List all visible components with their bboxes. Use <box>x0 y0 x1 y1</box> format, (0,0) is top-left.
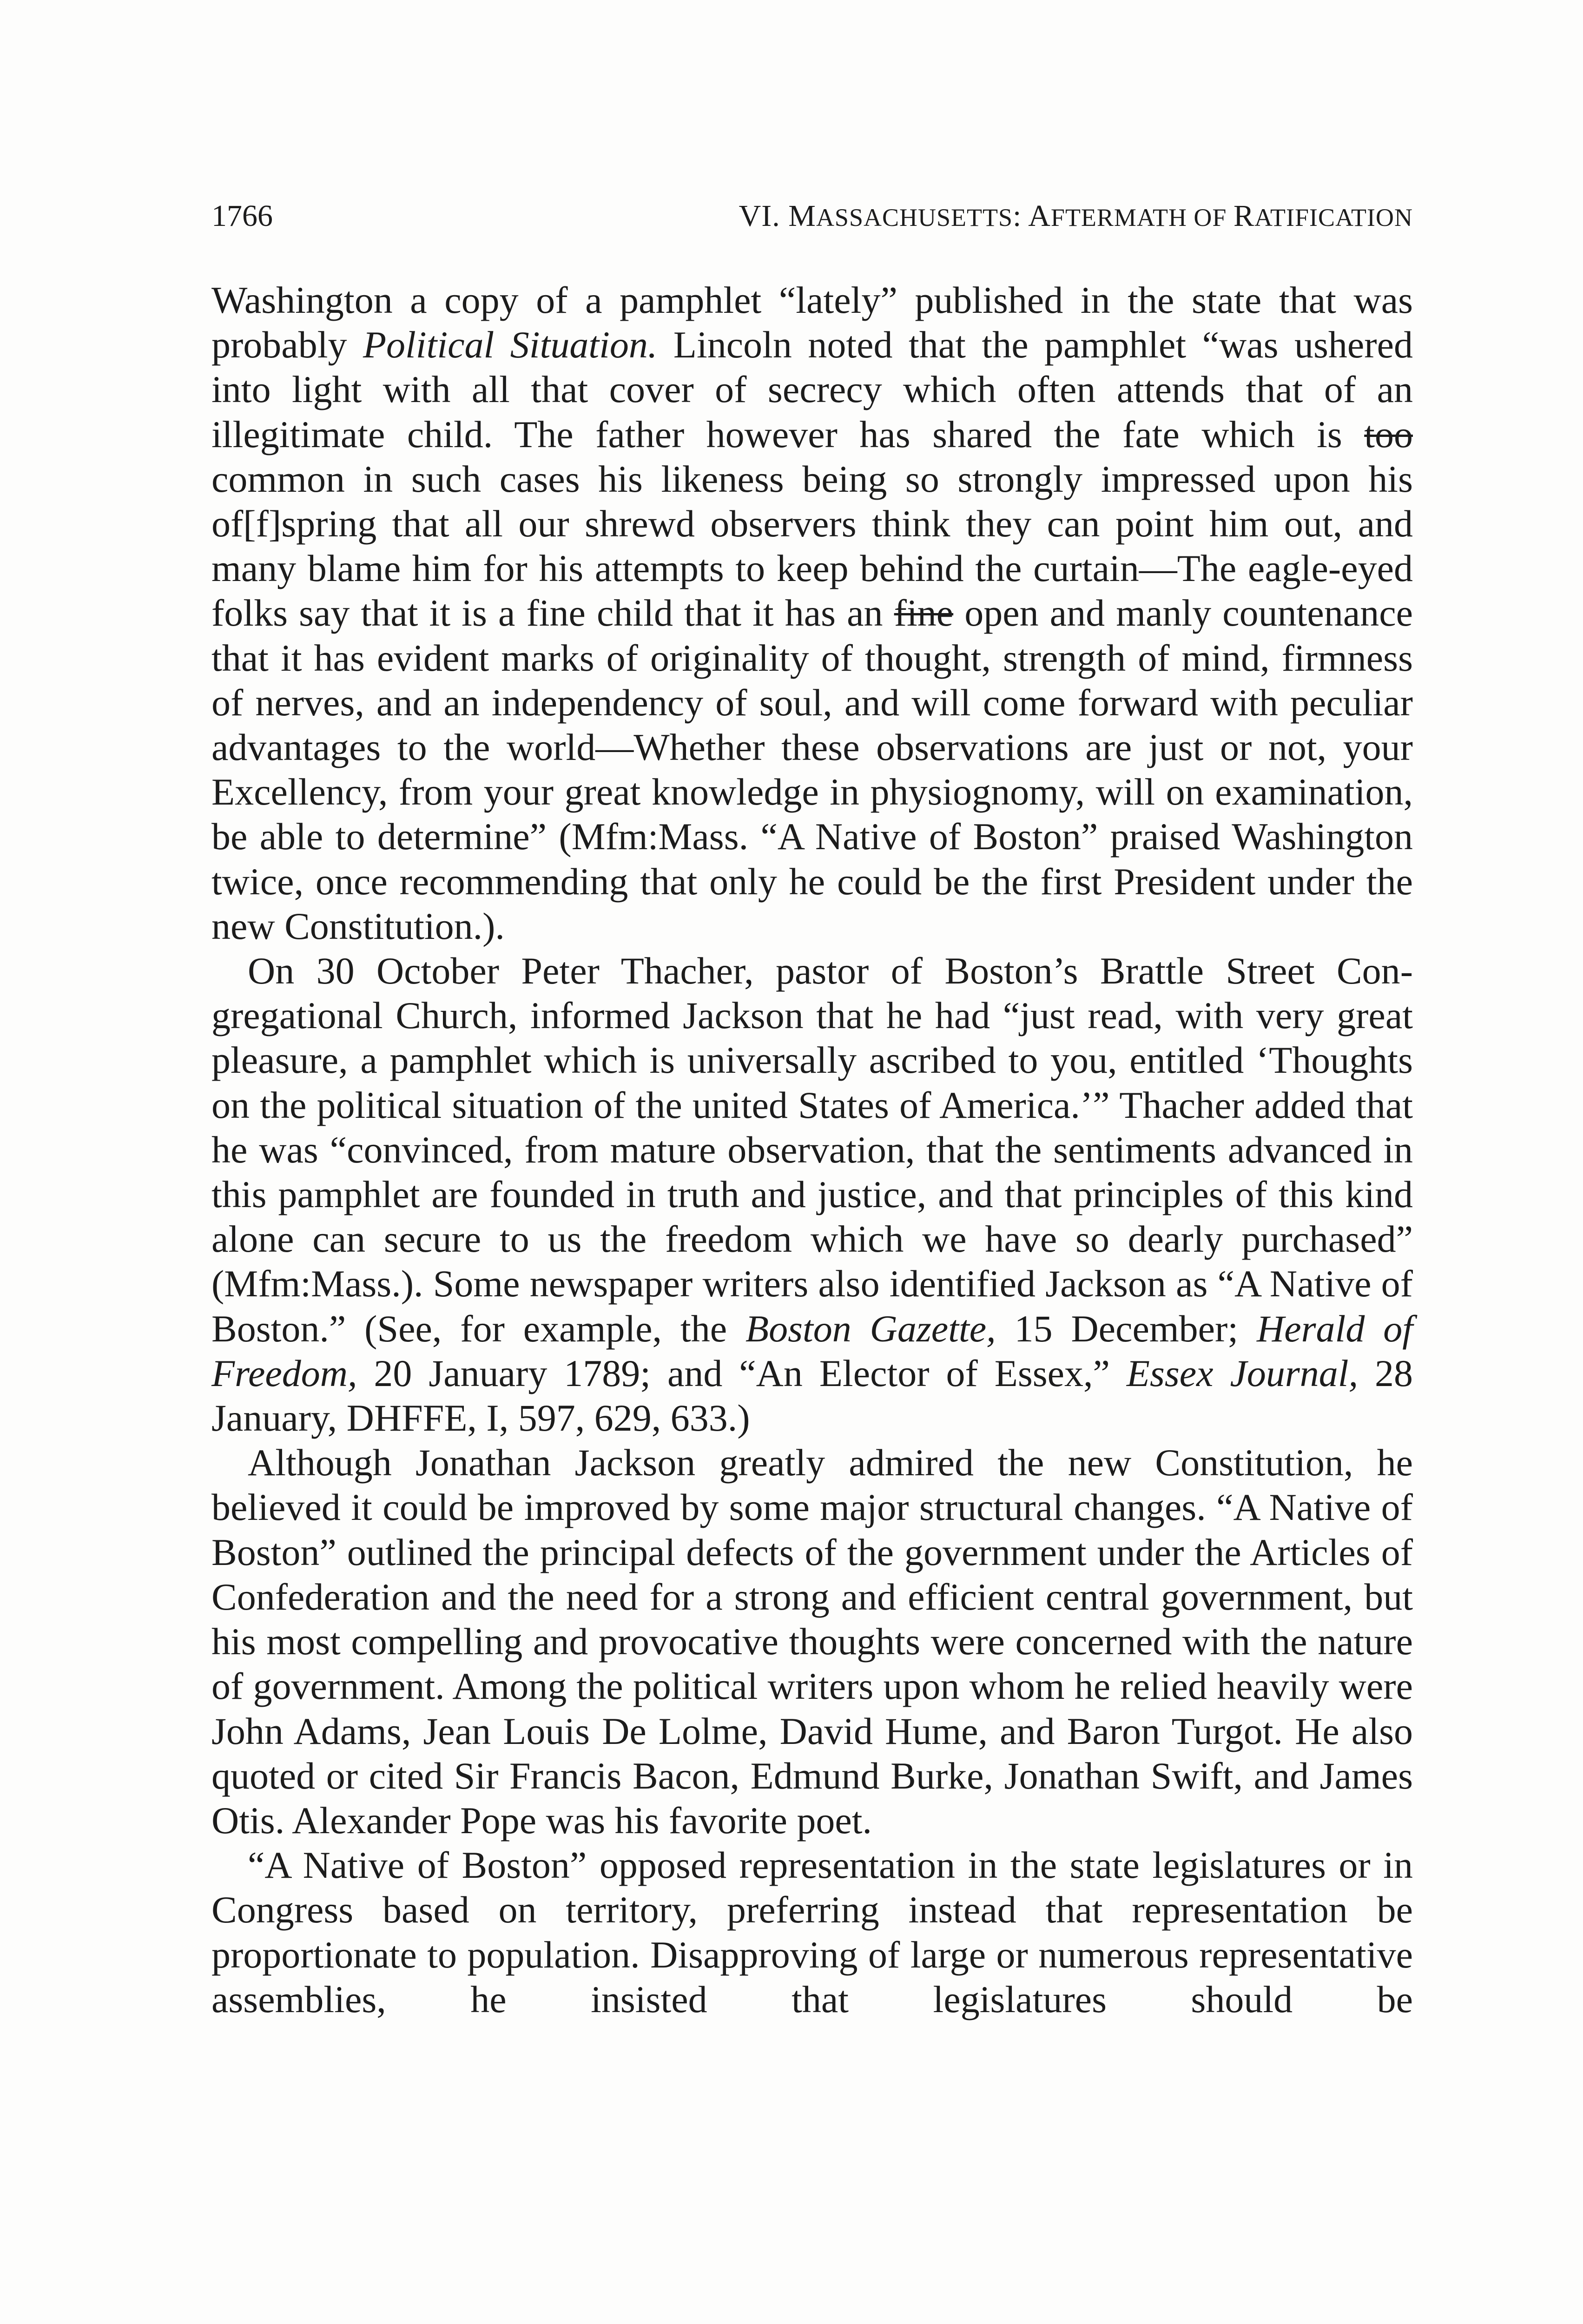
paragraph-1: Washington a copy of a pamphlet “lately” published in the state that was probably Political Situation. Lincoln noted that the pamphlet “was ushered into light with all that cover of secrecy which often attends that of an illegitimate child. The father however has shared the fate which is too common in such cases his likeness being so strongly impressed upon his of[f]spring that all our shrewd observers think they can point him out, and many blame him for his attempts to keep behind the curtain—The eagle-eyed folks say that it is a fine child that it has an fine open and manly countenance that it has evident marks of originality of thought, strength of mind, firmness of nerves, and an independency of soul, and will come forward with peculiar advantages to the world—Whether these observations are just or not, your Excellency, from your great knowledge in physiognomy, will on examination, be able to determine” (Mfm:Mass. “A Native of Boston” praised Washington twice, once recommending that only he could be the first President under the new Constitution.). <box>211 279 1413 947</box>
newspaper-title: Boston Gazette, <box>745 1307 996 1350</box>
paragraph-4: “A Native of Boston” opposed representation in the state legislatures or in Congress based on territory, preferring instead that representation be proportionate to population. Disapproving of large or numerous representative assemblies, he insisted that legislatures should be <box>211 1844 1413 2020</box>
body-text <box>211 278 1413 2022</box>
page-header <box>211 191 1413 242</box>
newspaper-title: Herald of Freedom, <box>211 1307 1413 1394</box>
paragraph-2: On 30 October Peter Thacher, pastor of Boston’s Brattle Street Congregational Church, informed Jackson that he had “just read, with very great pleasure, a pamphlet which is universally ascribed to you, entitled ‘Thoughts on the political situation of the united States of America.’” Thacher added that he was “convinced, from mature observation, that the sentiments advanced in this pamphlet are founded in truth and justice, and that principles of this kind alone can secure to us the freedom which we have so dearly purchased” (Mfm:Mass.). Some newspaper writers also identified Jackson as “A Native of Boston.” (See, for example, the Boston Gazette, 15 December; Herald of Freedom, 20 January 1789; and “An Elector of Essex,” Essex Journal, 28 January, DHFFE, I, 597, 629, 633.) <box>211 950 1413 1439</box>
struck-word: fine <box>894 592 954 634</box>
newspaper-title: Essex Journal, <box>1126 1352 1359 1394</box>
paragraph-3: Although Jonathan Jackson greatly admired the new Constitution, he believed it could be improved by some major structural changes. “A Native of Boston” outlined the principal defects of the government under the Articles of Confederation and the need for a strong and efficient central government, but his most compelling and provocative thoughts were concerned with the nature of government. Among the political writers upon whom he relied heavily were John Adams, Jean Louis De Lolme, David Hume, and Baron Turgot. He also quoted or cited Sir Francis Bacon, Edmund Burke, Jonathan Swift, and James Otis. Alexander Pope was his favorite poet. <box>211 1441 1413 1842</box>
struck-word: too <box>1364 413 1413 456</box>
running-head: VI. MASSACHUSETTS: AFTERMATH OF RATIFICATION <box>739 199 1413 233</box>
pamphlet-title: Political Situation. <box>363 324 658 366</box>
page-number: 1766 <box>211 199 273 233</box>
